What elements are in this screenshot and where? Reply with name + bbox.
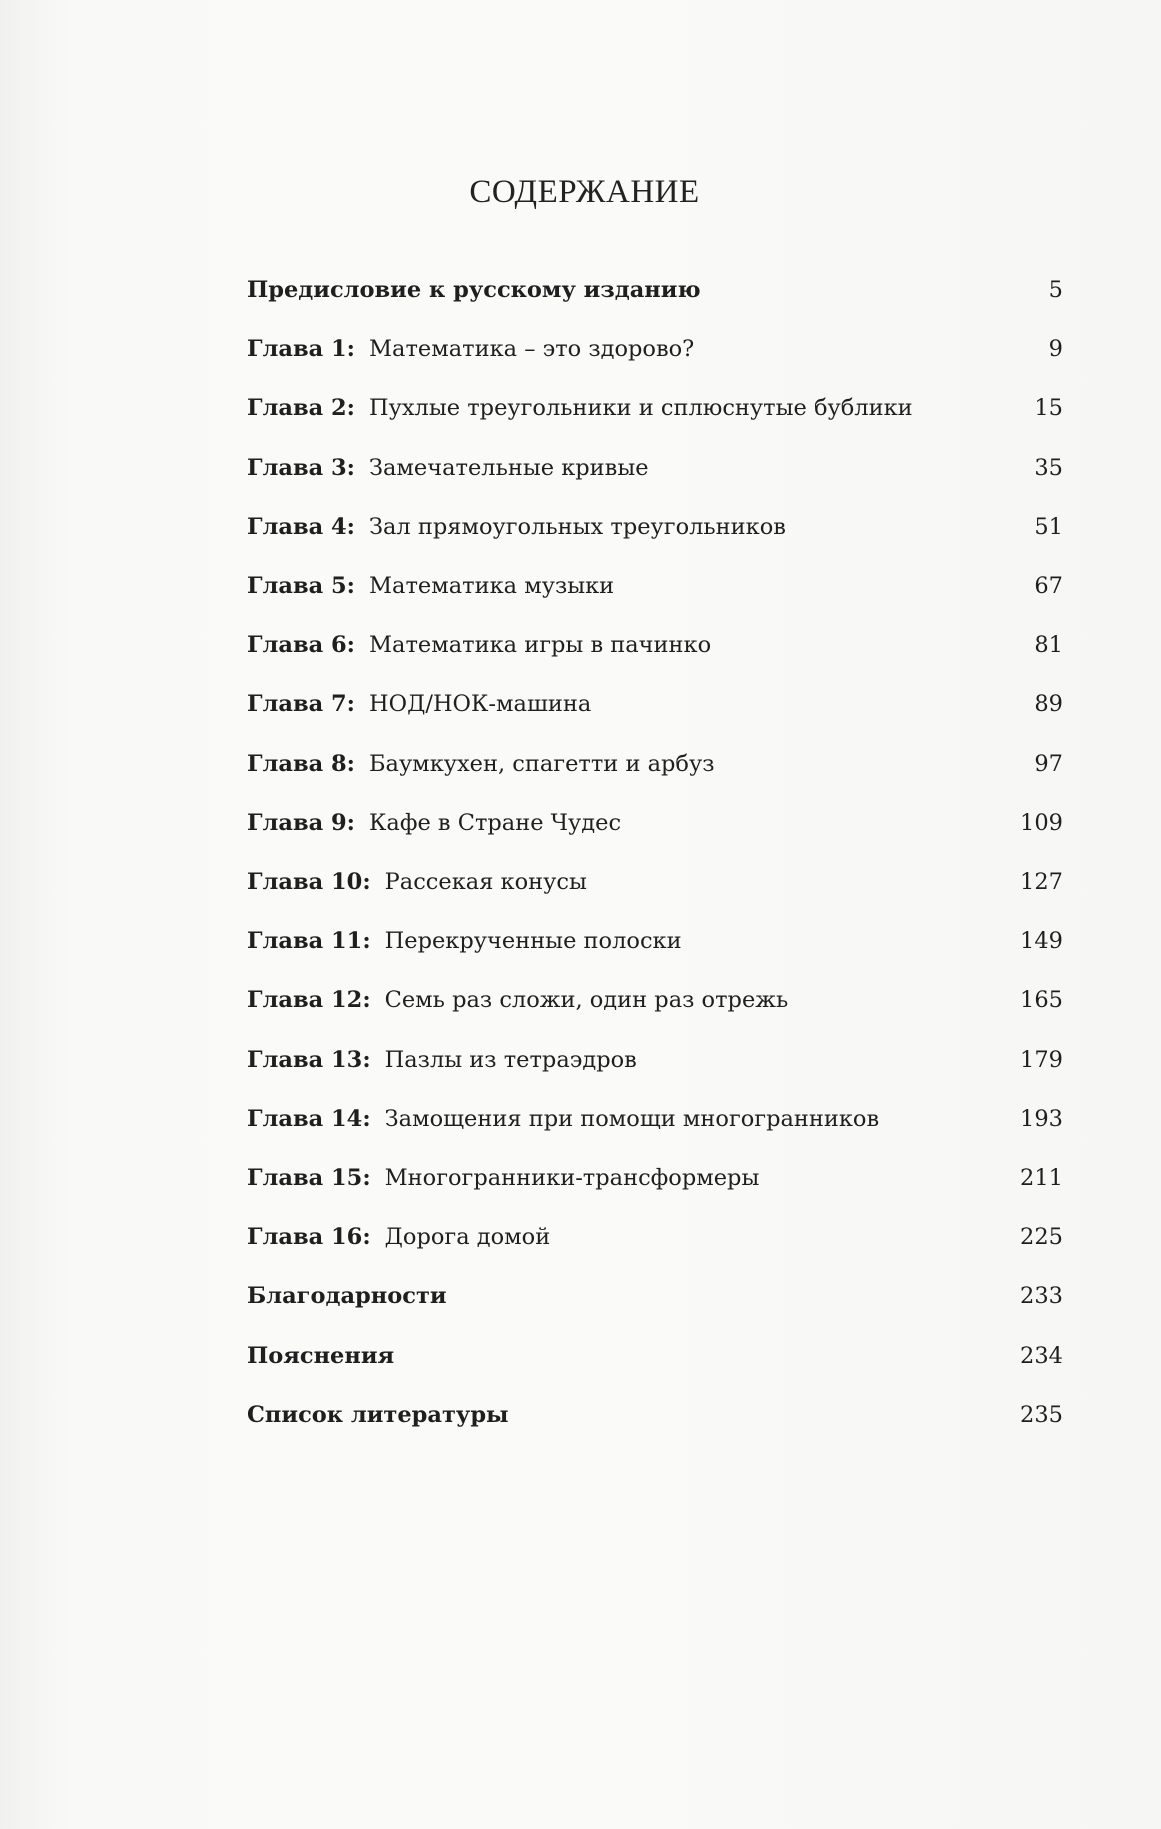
toc-entry-page: 225 [1020, 1224, 1063, 1251]
toc-entry-title: Зал прямоугольных треугольников [369, 513, 786, 540]
toc-entry-title: НОД/НОК-машина [369, 691, 592, 718]
toc-entry [247, 388, 1063, 428]
toc-entry-label: Глава 7: [247, 691, 355, 718]
toc-entry-label: Глава 1: [247, 336, 355, 363]
toc-entry-title: Пухлые треугольники и сплюснутые бублики [369, 395, 913, 422]
toc-entry-title: Дорога домой [384, 1224, 551, 1251]
toc-entry-label: Глава 12: [247, 987, 371, 1014]
toc-entry-page: 89 [1034, 691, 1063, 718]
toc-entry-page: 211 [1020, 1165, 1063, 1191]
toc-entry [247, 803, 1063, 843]
toc-entry [247, 625, 1063, 665]
toc-entry [247, 1336, 1063, 1376]
toc-entry-title: Математика игры в пачинко [369, 632, 712, 659]
toc-entry-page: 234 [1020, 1342, 1063, 1369]
toc-entry-page: 235 [1020, 1401, 1063, 1428]
toc-entry-page: 15 [1034, 395, 1063, 422]
toc-entry-page: 97 [1034, 750, 1063, 777]
toc-entry-page: 67 [1034, 573, 1063, 599]
toc-entry-label: Глава 10: [247, 869, 371, 895]
toc-entry-page: 165 [1020, 987, 1063, 1014]
toc-entry-label: Список литературы [247, 1401, 509, 1428]
toc-entry-label: Глава 3: [247, 454, 355, 481]
toc-entry-page: 179 [1020, 1046, 1063, 1073]
toc-entry-label: Предисловие к русскому изданию [247, 277, 701, 303]
toc-entry-label: Глава 4: [247, 513, 355, 540]
toc-entry-label: Глава 14: [247, 1105, 371, 1132]
toc-entry-page: 233 [1020, 1283, 1063, 1310]
toc-entry [247, 1099, 1063, 1139]
toc-entry-title: Многогранники-трансформеры [384, 1165, 760, 1191]
toc-entry [247, 329, 1063, 369]
toc-entry-title: Кафе в Стране Чудес [369, 809, 622, 836]
toc-entry-page: 51 [1034, 513, 1063, 540]
toc-entry-title: Замощения при помощи многогранников [384, 1105, 880, 1132]
toc-entry-page: 149 [1020, 928, 1063, 955]
toc-entry-label: Благодарности [247, 1283, 447, 1310]
toc-entry [247, 1217, 1063, 1257]
toc-entry-title: Замечательные кривые [369, 454, 649, 481]
toc-entry-title: Перекрученные полоски [384, 928, 682, 955]
toc-entry [247, 980, 1063, 1020]
page-title: СОДЕРЖАНИЕ [469, 174, 700, 210]
toc-entry-title: Рассекая конусы [384, 869, 587, 895]
toc-entry-page: 127 [1020, 869, 1063, 895]
toc-entry [247, 862, 1063, 902]
toc-entry-label: Глава 16: [247, 1224, 371, 1251]
toc-entry-page: 35 [1034, 454, 1063, 481]
toc-entry-label: Пояснения [247, 1342, 395, 1369]
toc-entry-label: Глава 15: [247, 1165, 371, 1191]
toc-entry [247, 684, 1063, 724]
toc-entry-label: Глава 5: [247, 573, 355, 599]
toc-entry [247, 921, 1063, 961]
toc-entry [247, 744, 1063, 784]
toc-entry-label: Глава 2: [247, 395, 355, 422]
toc-entry-page: 109 [1020, 809, 1063, 836]
toc-entry [247, 1040, 1063, 1080]
toc-entry [247, 566, 1063, 606]
toc-entry [247, 1276, 1063, 1316]
toc-entry-title: Пазлы из тетраэдров [384, 1046, 637, 1073]
toc-entry-title: Баумкухен, спагетти и арбуз [369, 750, 715, 777]
toc-entry-title: Семь раз сложи, один раз отрежь [384, 987, 789, 1014]
toc-entry [247, 1158, 1063, 1198]
toc-entry-label: Глава 13: [247, 1046, 371, 1073]
toc-entry [247, 507, 1063, 547]
toc-entry [247, 1395, 1063, 1435]
toc-entry-title: Математика музыки [369, 573, 615, 599]
toc-entry-label: Глава 11: [247, 928, 371, 955]
toc-entry-page: 9 [1048, 336, 1063, 363]
toc-entry-page: 81 [1034, 632, 1063, 659]
toc-entry [247, 448, 1063, 488]
toc-entry-label: Глава 6: [247, 632, 355, 659]
toc-entry [247, 270, 1063, 310]
toc-entry-title: Математика – это здорово? [369, 336, 695, 363]
toc-entry-page: 5 [1048, 277, 1063, 303]
toc-entry-label: Глава 9: [247, 809, 355, 836]
toc-entry-label: Глава 8: [247, 750, 355, 777]
toc-entry-page: 193 [1020, 1105, 1063, 1132]
